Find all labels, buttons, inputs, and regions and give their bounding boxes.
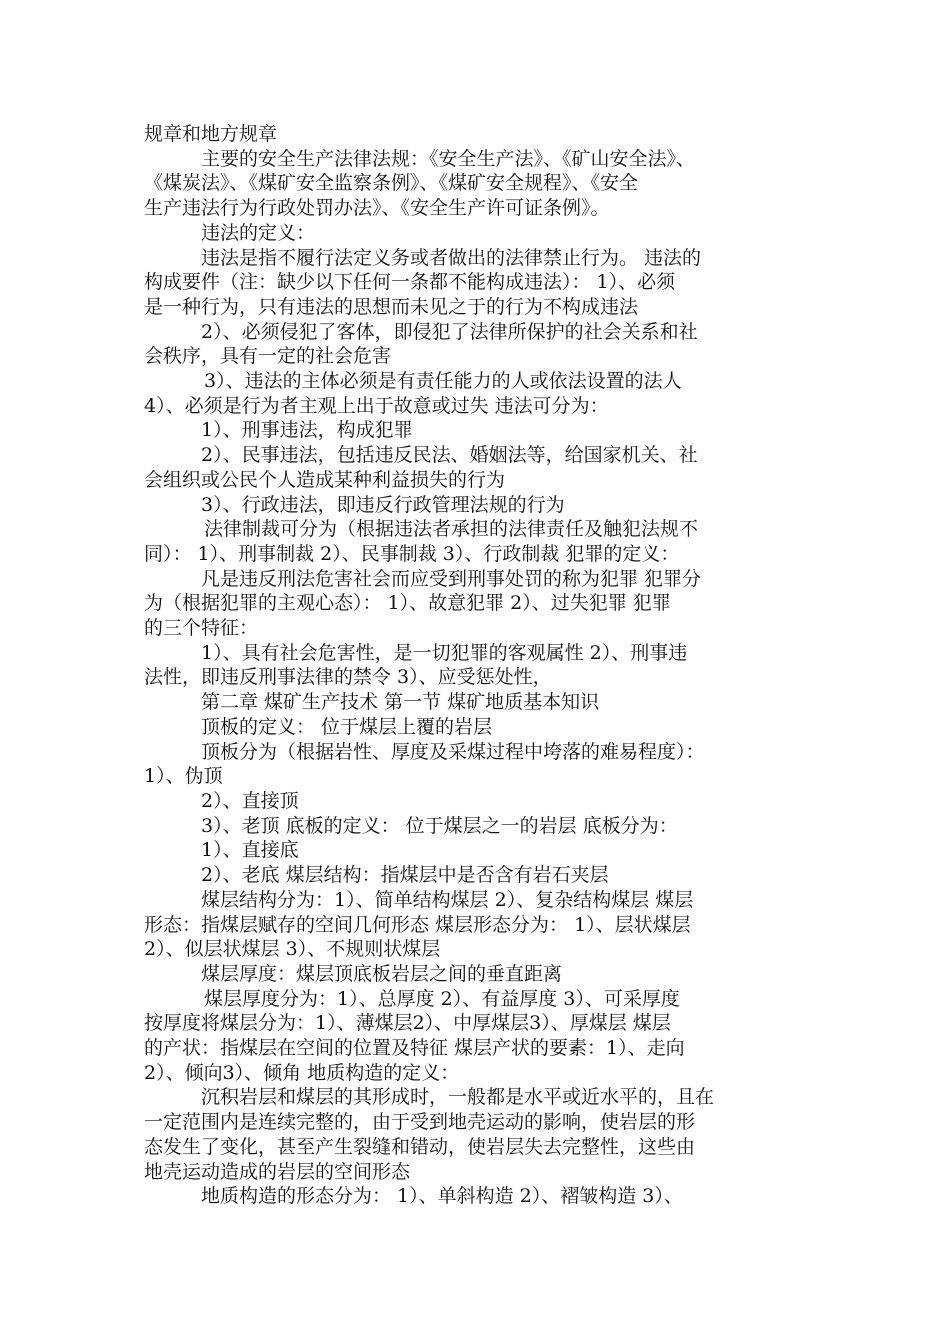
- text-line: 《煤炭法》、《煤矿安全监察条例》、《煤矿安全规程》、《安全: [144, 172, 639, 195]
- text-line: 1）、直接底: [201, 839, 299, 862]
- text-line: 2）、直接顶: [201, 789, 299, 812]
- text-line: 为（根据犯罪的主观心态）： 1）、故意犯罪 2）、过失犯罪 犯罪: [144, 592, 671, 615]
- text-line: 地壳运动造成的岩层的空间形态: [144, 1160, 411, 1183]
- text-line: 形态：指煤层赋存的空间几何形态 煤层形态分为： 1）、层状煤层: [144, 913, 691, 936]
- text-line: 违法的定义：: [201, 221, 316, 244]
- text-line: 1）、刑事违法，构成犯罪: [201, 419, 413, 442]
- text-line: 沉积岩层和煤层的其形成时，一般都是水平或近水平的，且在: [201, 1086, 715, 1109]
- text-line: 生产违法行为行政处罚办法》、《安全生产许可证条例》。: [144, 197, 610, 220]
- text-line: 2）、必须侵犯了客体，即侵犯了法律所保护的社会关系和社: [201, 320, 698, 343]
- text-line: 4）、必须是行为者主观上出于故意或过失 违法可分为：: [144, 394, 609, 417]
- text-line: 第二章 煤矿生产技术 第一节 煤矿地质基本知识: [201, 691, 600, 714]
- text-line: 法性，即违反刑事法律的禁令 3）、应受惩处性，: [144, 666, 552, 689]
- text-line: 2）、倾向3）、倾角 地质构造的定义：: [144, 1061, 460, 1084]
- text-line: 同）： 1）、刑事制裁 2）、民事制裁 3）、行政制裁 犯罪的定义：: [144, 542, 680, 565]
- text-line: 3）、违法的主体必须是有责任能力的人或依法设置的法人: [204, 370, 682, 393]
- text-line: 3）、行政违法，即违反行政管理法规的行为: [201, 493, 565, 516]
- text-line: 2）、民事违法，包括违反民法、婚姻法等，给国家机关、社: [201, 444, 698, 467]
- text-line: 按厚度将煤层分为：1）、薄煤层2）、中厚煤层3）、厚煤层 煤层: [144, 1012, 671, 1035]
- text-line: 是一种行为，只有违法的思想而未见之于的行为不构成违法: [144, 295, 639, 318]
- text-line: 态发生了变化，甚至产生裂缝和错动，使岩层失去完整性，这些由: [144, 1135, 696, 1158]
- text-line: 顶板的定义： 位于煤层上覆的岩层: [201, 715, 493, 738]
- text-line: 的产状：指煤层在空间的位置及特征 煤层产状的要素：1）、走向: [144, 1037, 685, 1060]
- text-line: 2）、似层状煤层 3）、不规则状煤层: [144, 938, 441, 961]
- text-line: 凡是违反刑法危害社会而应受到刑事处罚的称为犯罪 犯罪分: [201, 567, 702, 590]
- text-line: 3）、老顶 底板的定义： 位于煤层之一的岩层 底板分为：: [201, 814, 678, 837]
- text-line: 2）、老底 煤层结构：指煤层中是否含有岩石夹层: [201, 864, 609, 887]
- text-line: 会组织或公民个人造成某种利益损失的行为: [144, 468, 506, 491]
- text-line: 违法是指不履行法定义务或者做出的法律禁止行为。 违法的: [201, 246, 702, 269]
- text-line: 煤层结构分为：1）、简单结构煤层 2）、复杂结构煤层 煤层: [201, 888, 694, 911]
- text-line: 煤层厚度分为：1）、总厚度 2）、有益厚度 3）、可采厚度: [204, 987, 680, 1010]
- text-line: 地质构造的形态分为： 1）、单斜构造 2）、褶皱构造 3）、: [201, 1185, 683, 1208]
- text-line: 会秩序，具有一定的社会危害: [144, 345, 392, 368]
- text-line: 规章和地方规章: [144, 123, 278, 145]
- text-line: 顶板分为（根据岩性、厚度及采煤过程中垮落的难易程度）：: [201, 740, 705, 763]
- text-line: 一定范围内是连续完整的，由于受到地壳运动的影响，使岩层的形: [144, 1111, 696, 1134]
- text-line: 法律制裁可分为（根据违法者承担的法律责任及触犯法规不: [204, 518, 699, 541]
- text-line: 构成要件（注：缺少以下任何一条都不能构成违法）： 1）、必须: [144, 271, 676, 294]
- text-line: 的三个特征：: [144, 617, 259, 640]
- text-line: 1）、伪顶: [144, 765, 223, 788]
- text-line: 煤层厚度：煤层顶底板岩层之间的垂直距离: [201, 962, 563, 985]
- text-line: 1）、具有社会危害性，是一切犯罪的客观属性 2）、刑事违: [201, 641, 688, 664]
- text-line: 主要的安全生产法律法规：《安全生产法》、《矿山安全法》、: [201, 147, 696, 170]
- document-body: [144, 122, 824, 1209]
